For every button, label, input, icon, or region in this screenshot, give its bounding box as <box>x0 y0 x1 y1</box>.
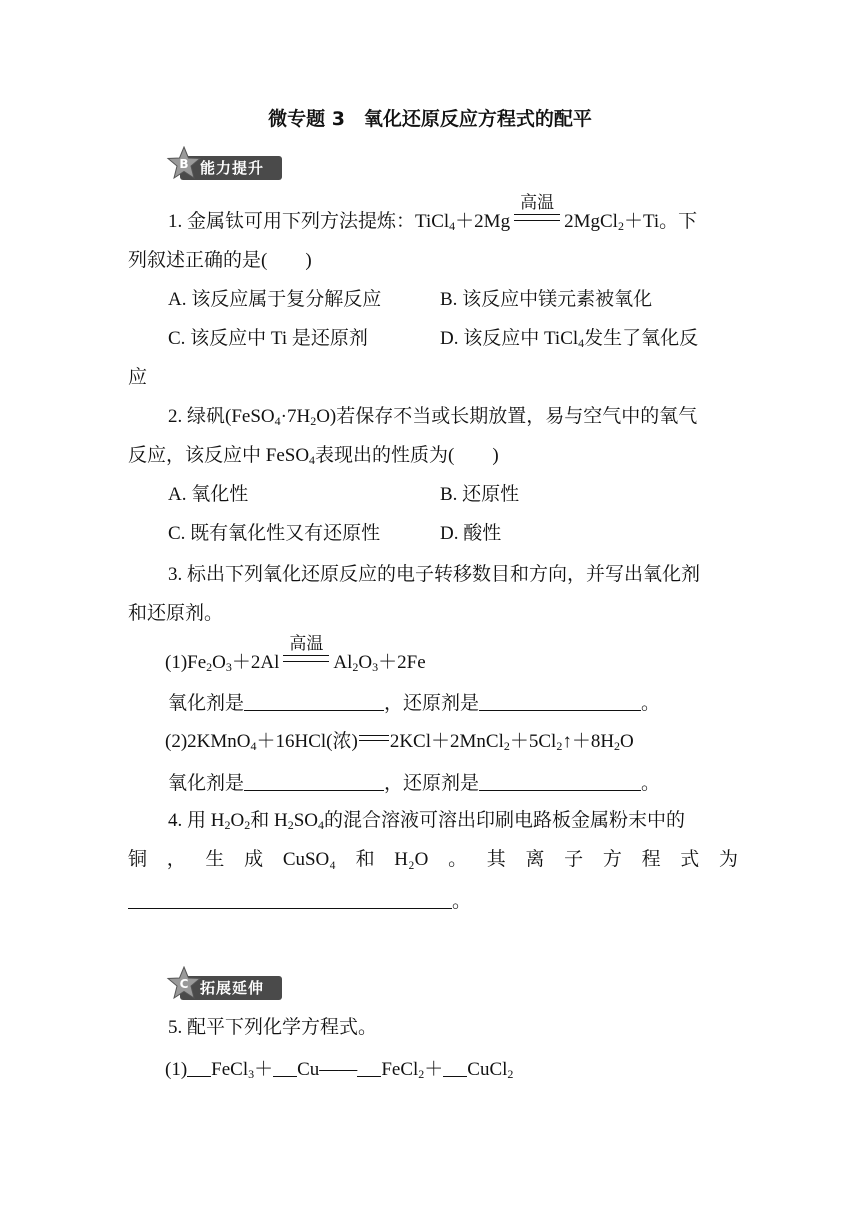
reaction-condition: 高温 <box>510 210 564 234</box>
q1-option-d: D. 该反应中 TiCl$_4$发生了氧化反 <box>440 328 699 350</box>
q1-option-c: C. 该反应中 Ti 是还原剂 <box>168 328 368 349</box>
q3-equation-1: $(1)Fe_2O_3+2Al$ 高温 $Al_2O_3+2Fe$ <box>165 634 426 674</box>
badge-label: 能力提升 <box>200 159 265 177</box>
q2-option-b: B. 还原性 <box>440 484 520 505</box>
section-badge-ability <box>166 146 286 186</box>
q2-option-a: A. 氧化性 <box>168 484 249 505</box>
q1-option-d-wrap: 应 <box>128 367 148 388</box>
star-icon <box>166 966 202 1002</box>
star-icon <box>166 146 202 182</box>
q3-line1: 3. 标出下列氧化还原反应的电子转移数目和方向，并写出氧化剂 <box>168 564 701 585</box>
q1-option-a: A. 该反应属于复分解反应 <box>168 289 382 310</box>
q2-line1: 2. 绿矾$(FeSO_4\cdot 7H_2O)$若保存不当或长期放置，易与空气中的氧气 <box>168 406 698 428</box>
coefficient-blank[interactable] <box>443 1056 467 1077</box>
oxidant-blank-2[interactable] <box>244 770 384 791</box>
q2-line2: 反应，该反应中 FeSO$_4$表现出的性质为( ) <box>128 445 499 467</box>
q3-answer-2: 氧化剂是 ，还原剂是 。 <box>168 770 660 796</box>
page-title: 微专题 3 氧化还原反应方程式的配平 <box>268 108 592 130</box>
q4-line1: 4. 用 $H_2O_2$和 $H_2SO_4$的混合溶液可溶出印刷电路板金属粉末中的 <box>168 810 686 832</box>
q1-number: 1. <box>168 211 183 232</box>
q1-line2: 列叙述正确的是( ) <box>128 250 312 271</box>
q4-line2: 铜 ， 生 成 CuSO₄ 和 H₂O 。 其 离 子 方 程 式 为 <box>128 849 738 870</box>
q2-option-d: D. 酸性 <box>440 523 502 544</box>
equals-sign <box>359 735 389 741</box>
badge-letter: B <box>179 157 189 171</box>
coefficient-blank[interactable] <box>187 1056 211 1077</box>
badge-letter: C <box>179 977 189 991</box>
badge-label: 拓展延伸 <box>200 979 265 997</box>
q2-option-c: C. 既有氧化性又有还原性 <box>168 523 381 544</box>
reaction-condition: 高温 <box>279 651 333 675</box>
oxidant-blank-1[interactable] <box>244 690 384 711</box>
q1-line1: 1. 金属钛可用下列方法提炼：TiCl$_4$＋2Mg 高温 2MgCl$_2$＋Ti。下 <box>168 193 698 233</box>
q3-equation-2: (2)2KMnO$_4$＋16HCl(浓) $2KCl+2MnCl_2+5Cl_2↑+8H_2O$ <box>165 731 634 753</box>
reductant-blank-2[interactable] <box>479 770 641 791</box>
q3-answer-1: 氧化剂是 ，还原剂是 。 <box>168 690 660 716</box>
coefficient-blank[interactable] <box>357 1056 381 1077</box>
reductant-blank-1[interactable] <box>479 690 641 711</box>
ionic-equation-blank[interactable] <box>128 888 452 909</box>
q5-line1: 5. 配平下列化学方程式。 <box>168 1017 378 1038</box>
coefficient-blank[interactable] <box>273 1056 297 1077</box>
q1-option-b: B. 该反应中镁元素被氧化 <box>440 289 653 310</box>
section-badge-extension <box>166 966 286 1006</box>
q3-line2: 和还原剂。 <box>128 603 224 624</box>
q4-answer: 。 <box>128 888 471 914</box>
q5-equation-1: (1) FeCl$_3$＋ Cu—— FeCl$_2$＋ CuCl$_2$ <box>165 1056 513 1082</box>
